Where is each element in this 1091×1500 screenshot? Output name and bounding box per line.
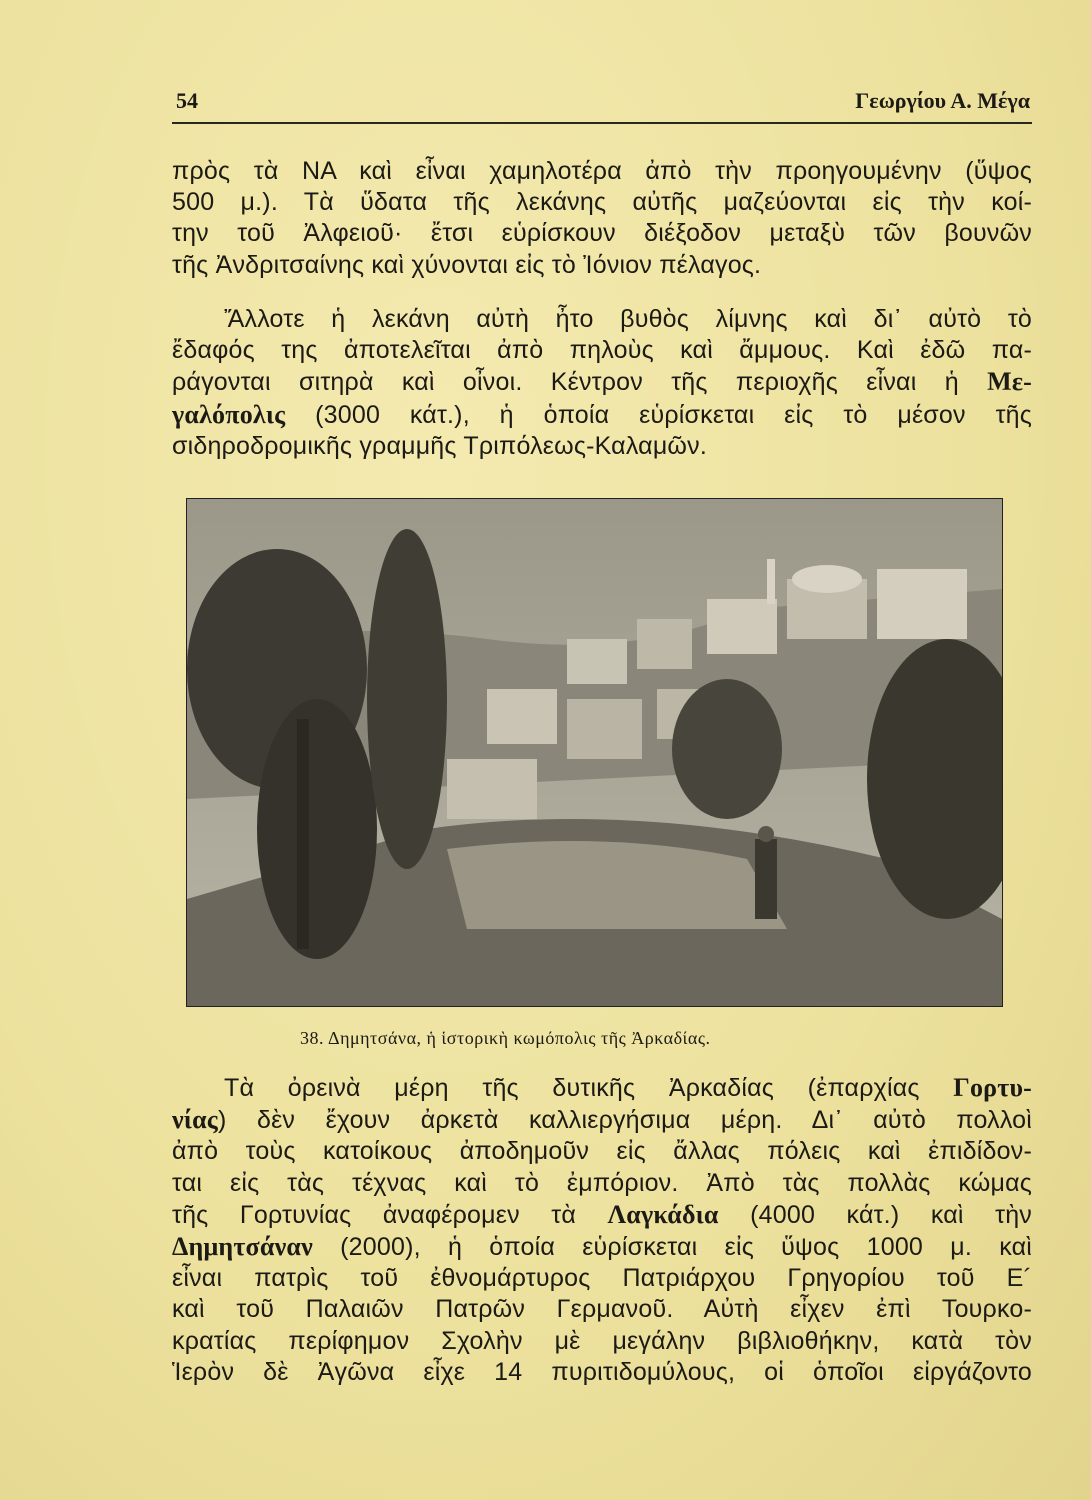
- text-line: ται εἰς τὰς τέχνας καὶ τὸ ἐμπόριον. Ἀπὸ τὰς πολλὰς κώμας: [172, 1168, 1032, 1197]
- page-number: 54: [176, 88, 198, 113]
- bold-place-name: Λαγκάδια: [607, 1199, 719, 1229]
- text-line: Ἱερὸν δὲ Ἀγῶνα εἶχε 14 πυριτιδομύλους, οἱ ὁποῖοι εἰργάζοντο: [172, 1357, 1032, 1386]
- text-line: ἀπὸ τοὺς κατοίκους ἀποδημοῦν εἰς ἄλλας πόλεις καὶ ἐπιδίδον-: [172, 1137, 1032, 1166]
- text-run: (2000), ἡ ὁποία εὑρίσκεται εἰς ὕψος 1000 μ. καὶ: [312, 1233, 1032, 1262]
- text-line: καὶ τοῦ Παλαιῶν Πατρῶν Γερμανοῦ. Αὐτὴ εἶχεν ἐπὶ Τουρκο-: [172, 1295, 1032, 1324]
- text-line: τῆς Ἀνδριτσαίνης καὶ χύνονται εἰς τὸ Ἰόνιον πέλαγος.: [172, 250, 762, 279]
- text-run: (3000 κάτ.), ἡ ὁποία εὑρίσκεται εἰς τὸ μέσον τῆς: [285, 400, 1032, 429]
- text-run: (4000 κάτ.) καὶ τὴν: [718, 1200, 1032, 1229]
- text-line: πρὸς τὰ ΝΑ καὶ εἶναι χαμηλοτέρα ἀπὸ τὴν προηγουμένην (ὕψος: [172, 157, 1032, 185]
- text-line: [172, 1199, 1032, 1231]
- paragraph-2: [172, 304, 1032, 462]
- text-line: [172, 1072, 1032, 1104]
- text-run: ) δὲν ἔχουν ἀρκετὰ καλλιεργήσιμα μέρη. Δι᾽ αὐτὸ πολλοὶ: [217, 1106, 1032, 1135]
- bold-place-name: γαλόπολις: [172, 399, 286, 429]
- text-run: Τὰ ὀρεινὰ μέρη τῆς δυτικῆς Ἀρκαδίας (ἐπαρχίας: [224, 1074, 954, 1102]
- bold-place-name: Με-: [987, 367, 1032, 397]
- page-header: [172, 82, 1032, 124]
- photograph-dimitsana: [186, 498, 1003, 1007]
- text-line: την τοῦ Ἀλφειοῦ· ἔτσι εὑρίσκουν διέξοδον μεταξὺ τῶν βουνῶν: [172, 219, 1032, 248]
- figure-caption: 38. Δημητσάνα, ἡ ἱστορικὴ κωμόπολις τῆς Ἀρκαδίας.: [300, 1028, 711, 1048]
- text-line: κρατίας περίφημον Σχολὴν μὲ μεγάλην βιβλιοθήκην, κατὰ τὸν: [172, 1326, 1032, 1355]
- photo-illustration: [187, 499, 1002, 1006]
- text-line: [172, 1231, 1032, 1263]
- text-line: 500 μ.). Τὰ ὕδατα τῆς λεκάνης αὐτῆς μαζεύονται εἰς τὴν κοί-: [172, 188, 1032, 217]
- bold-place-name: Δημητσάναν: [172, 1232, 313, 1262]
- text-run: ράγονται σιτηρὰ καὶ οἶνοι. Κέντρον τῆς περιοχῆς εἶναι ἡ: [172, 368, 988, 397]
- paragraph-1: [172, 156, 1032, 281]
- text-run: τῆς Γορτυνίας ἀναφέρομεν τὰ: [172, 1200, 608, 1229]
- bold-place-name: νίας: [172, 1105, 218, 1135]
- paragraph-3: [172, 1072, 1032, 1388]
- text-line: [172, 399, 1032, 431]
- text-line: σιδηροδρομικῆς γραμμῆς Τριπόλεως-Καλαμῶν.: [172, 431, 707, 460]
- bold-place-name: Γορτυ-: [953, 1073, 1032, 1102]
- text-line: [172, 1104, 1032, 1136]
- text-line: εἶναι πατρὶς τοῦ ἐθνομάρτυρος Πατριάρχου Γρηγορίου τοῦ Ε´: [172, 1264, 1032, 1293]
- text-line: [172, 366, 1032, 398]
- running-head: Γεωργίου Α. Μέγα: [855, 88, 1030, 113]
- text-line: ἔδαφός της ἀποτελεῖται ἀπὸ πηλοὺς καὶ ἄμμους. Καὶ ἐδῶ πα-: [172, 336, 1032, 365]
- text-line: Ἄλλοτε ἡ λεκάνη αὐτὴ ἦτο βυθὸς λίμνης καὶ δι᾽ αὐτὸ τὸ: [224, 305, 1032, 333]
